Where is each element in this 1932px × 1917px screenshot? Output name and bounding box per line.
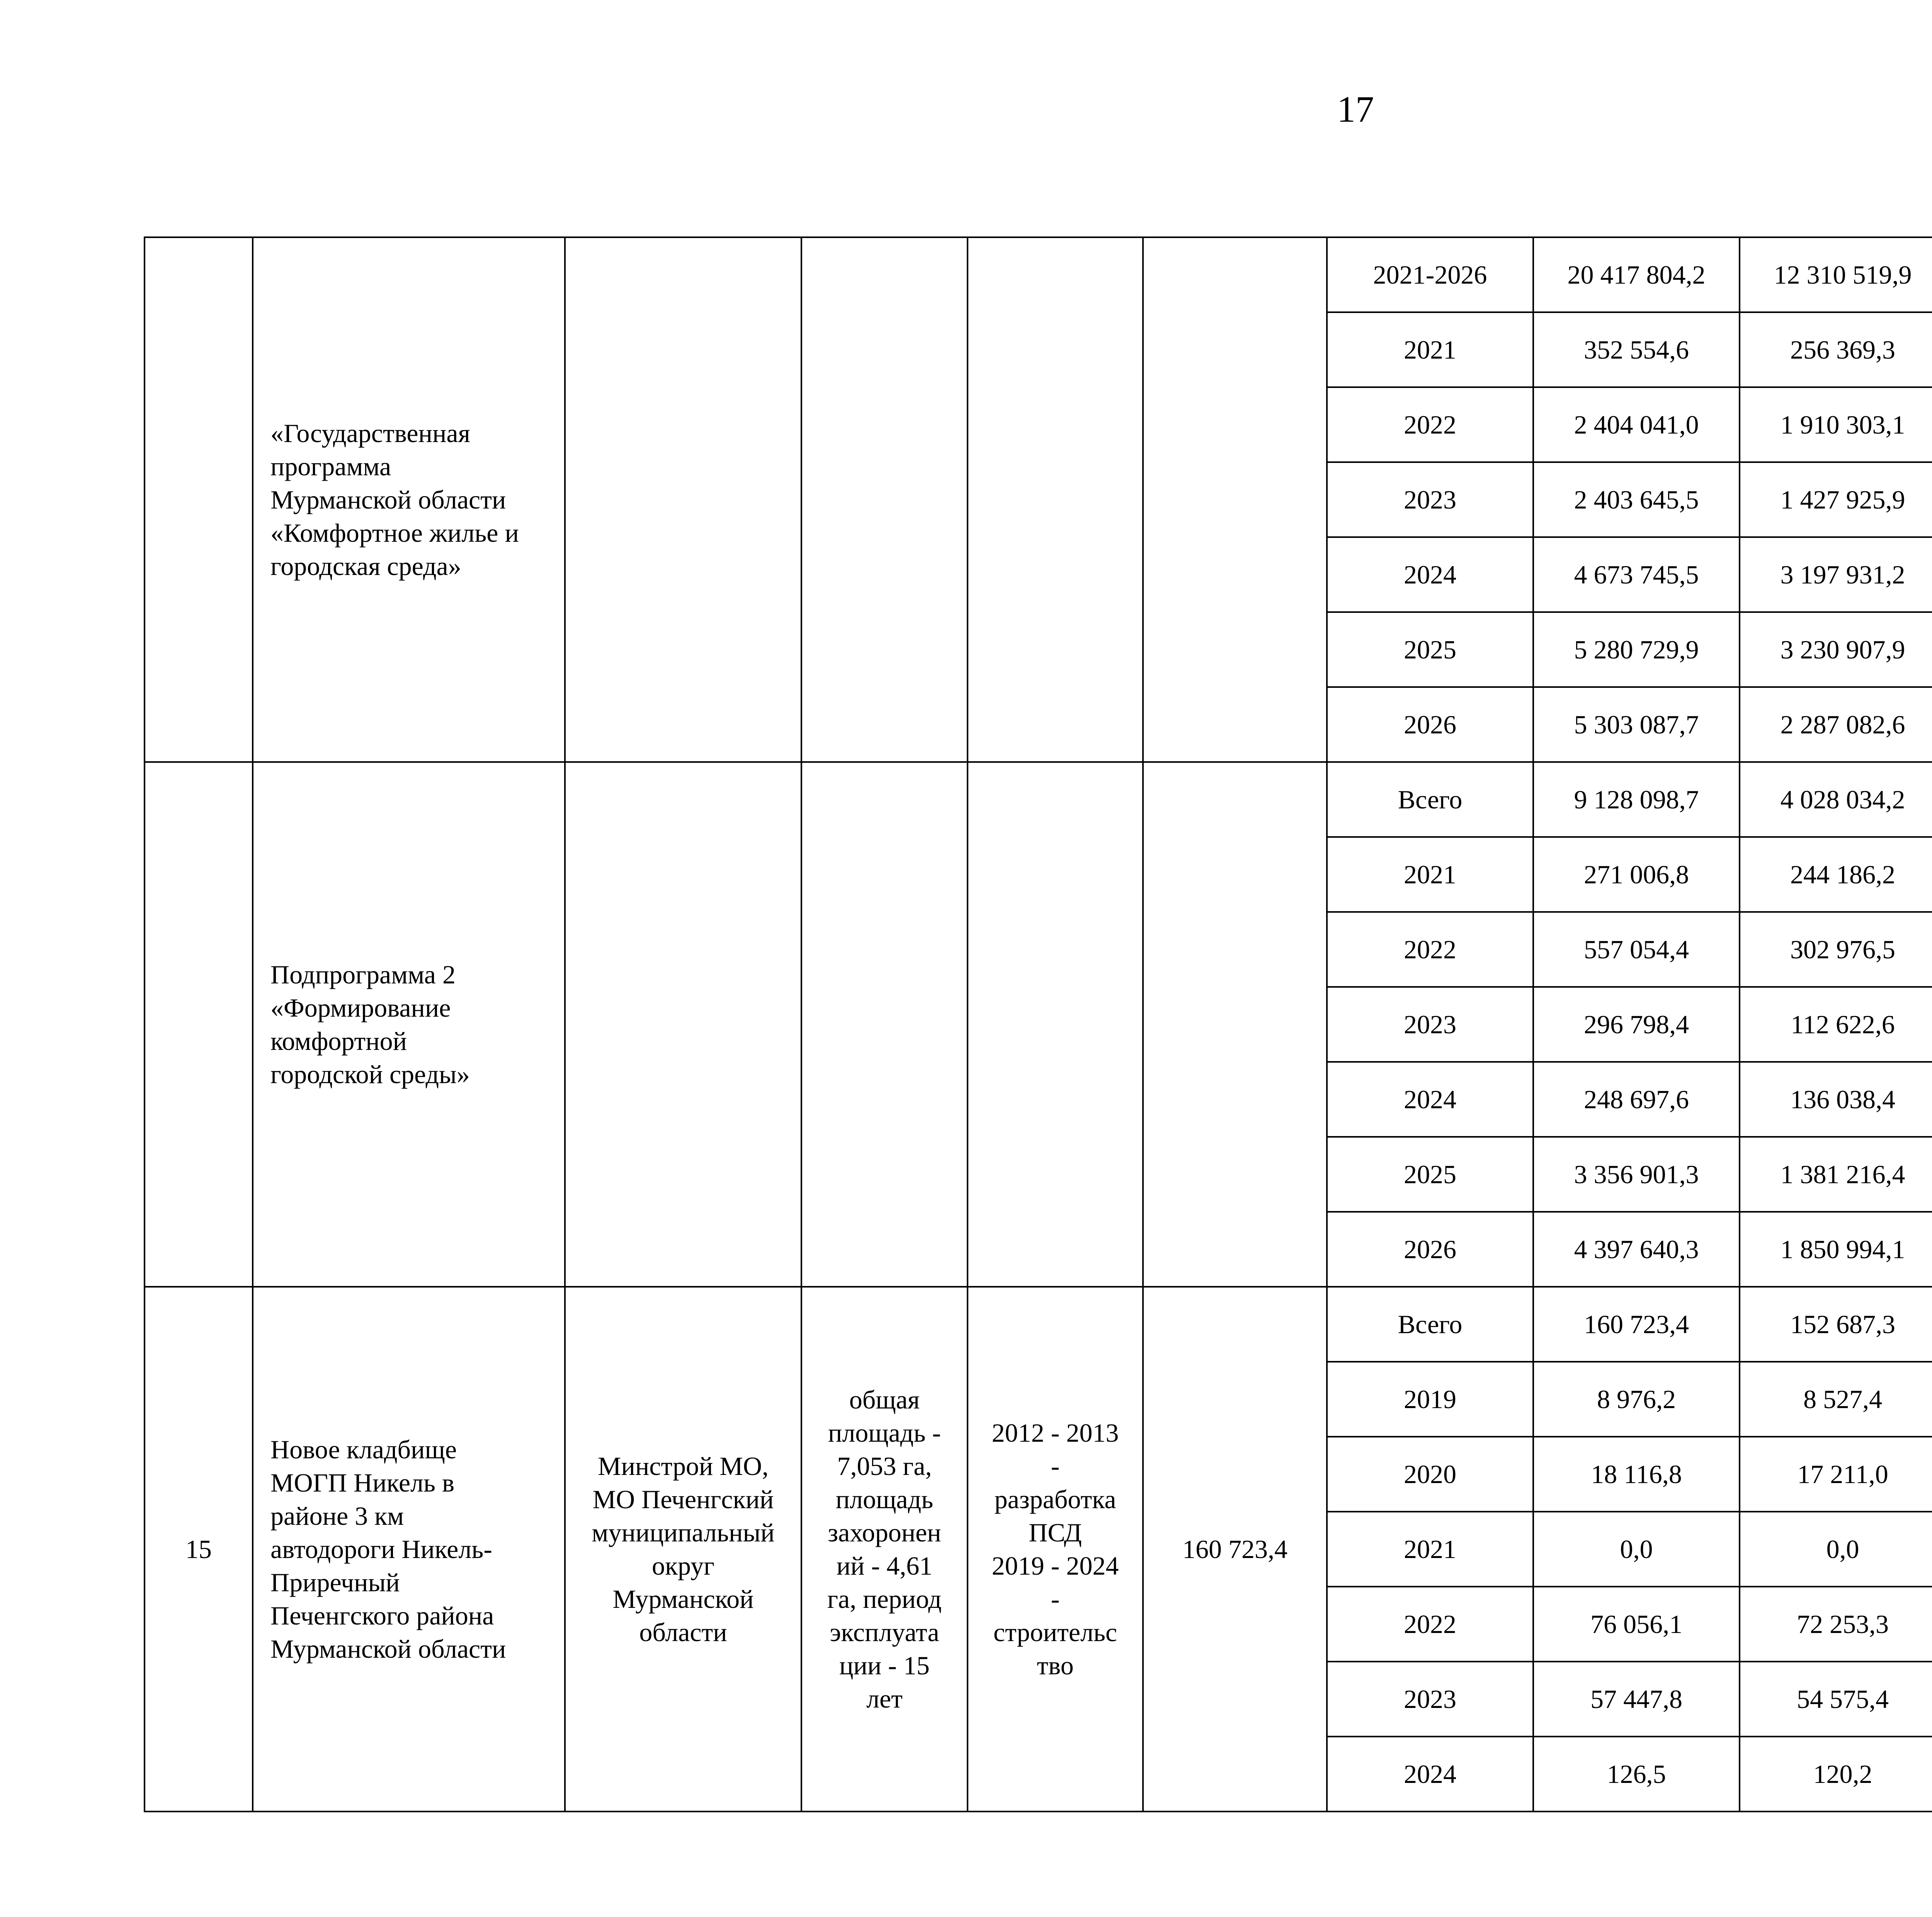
total-cell: 20 417 804,2	[1533, 237, 1740, 312]
object-name-cell: Подпрограмма 2 «Формирование комфортной городской среды»	[253, 762, 565, 1287]
total-cell: 9 128 098,7	[1533, 762, 1740, 837]
row-number-cell	[145, 237, 253, 762]
executor-cell: Минстрой МО, МО Печенгский муниципальный округ Мурманской области	[565, 1287, 801, 1812]
total-cell: 76 056,1	[1533, 1587, 1740, 1662]
period-cell	[968, 237, 1143, 762]
year-cell: 2026	[1327, 1212, 1533, 1287]
total-cell: 4 397 640,3	[1533, 1212, 1740, 1287]
year-cell: 2022	[1327, 1587, 1533, 1662]
federal-budget-cell: 120,2	[1740, 1737, 1932, 1812]
federal-budget-cell: 0,0	[1740, 1512, 1932, 1587]
federal-budget-cell: 72 253,3	[1740, 1587, 1932, 1662]
year-cell: 2025	[1327, 612, 1533, 687]
year-cell: 2024	[1327, 1062, 1533, 1137]
total-cell: 57 447,8	[1533, 1662, 1740, 1737]
capacity-cell	[801, 237, 968, 762]
year-cell: 2026	[1327, 687, 1533, 762]
capacity-cell	[801, 762, 968, 1287]
year-cell: 2020	[1327, 1437, 1533, 1512]
federal-budget-cell: 4 028 034,2	[1740, 762, 1932, 837]
estimated-cost-cell: 160 723,4	[1143, 1287, 1327, 1812]
year-cell: 2024	[1327, 1737, 1533, 1812]
total-cell: 3 356 901,3	[1533, 1137, 1740, 1212]
table-row	[145, 762, 1932, 837]
object-name-cell: Новое кладбище МОГП Никель в районе 3 км автодороги Никель- Приречный Печенгского района Мурманской области	[253, 1287, 565, 1812]
federal-budget-cell: 54 575,4	[1740, 1662, 1932, 1737]
federal-budget-cell: 17 211,0	[1740, 1437, 1932, 1512]
federal-budget-cell: 2 287 082,6	[1740, 687, 1932, 762]
total-cell: 248 697,6	[1533, 1062, 1740, 1137]
estimated-cost-cell	[1143, 762, 1327, 1287]
federal-budget-cell: 3 230 907,9	[1740, 612, 1932, 687]
year-cell: 2023	[1327, 462, 1533, 537]
capacity-cell: общая площадь - 7,053 га, площадь захоронен ий - 4,61 га, период эксплуата ции - 15 лет	[801, 1287, 968, 1812]
row-number-cell	[145, 762, 253, 1287]
total-cell: 160 723,4	[1533, 1287, 1740, 1362]
federal-budget-cell: 136 038,4	[1740, 1062, 1932, 1137]
total-cell: 5 280 729,9	[1533, 612, 1740, 687]
year-cell: 2022	[1327, 387, 1533, 462]
total-cell: 352 554,6	[1533, 312, 1740, 387]
total-cell: 18 116,8	[1533, 1437, 1740, 1512]
federal-budget-cell: 302 976,5	[1740, 912, 1932, 987]
table-body	[145, 237, 1932, 1812]
total-cell: 2 404 041,0	[1533, 387, 1740, 462]
period-cell: 2012 - 2013 - разработка ПСД 2019 - 2024 - строительс тво	[968, 1287, 1143, 1812]
federal-budget-cell: 1 910 303,1	[1740, 387, 1932, 462]
total-cell: 5 303 087,7	[1533, 687, 1740, 762]
year-cell: 2019	[1327, 1362, 1533, 1437]
total-cell: 4 673 745,5	[1533, 537, 1740, 612]
total-cell: 271 006,8	[1533, 837, 1740, 912]
table-row	[145, 1287, 1932, 1362]
period-cell	[968, 762, 1143, 1287]
year-cell: 2021	[1327, 312, 1533, 387]
executor-cell	[565, 237, 801, 762]
estimated-cost-cell	[1143, 237, 1327, 762]
federal-budget-cell: 3 197 931,2	[1740, 537, 1932, 612]
table-row	[145, 237, 1932, 312]
financing-table	[144, 236, 1932, 1812]
object-name-cell: «Государственная программа Мурманской области «Комфортное жилье и городская среда»	[253, 237, 565, 762]
year-cell: 2024	[1327, 537, 1533, 612]
total-cell: 0,0	[1533, 1512, 1740, 1587]
federal-budget-cell: 8 527,4	[1740, 1362, 1932, 1437]
federal-budget-cell: 1 427 925,9	[1740, 462, 1932, 537]
year-cell: 2021	[1327, 1512, 1533, 1587]
year-cell: 2021	[1327, 837, 1533, 912]
federal-budget-cell: 1 850 994,1	[1740, 1212, 1932, 1287]
federal-budget-cell: 244 186,2	[1740, 837, 1932, 912]
total-cell: 2 403 645,5	[1533, 462, 1740, 537]
executor-cell	[565, 762, 801, 1287]
row-number-cell: 15	[145, 1287, 253, 1812]
year-cell: 2025	[1327, 1137, 1533, 1212]
total-cell: 8 976,2	[1533, 1362, 1740, 1437]
federal-budget-cell: 12 310 519,9	[1740, 237, 1932, 312]
total-cell: 126,5	[1533, 1737, 1740, 1812]
year-cell: 2023	[1327, 1662, 1533, 1737]
federal-budget-cell: 1 381 216,4	[1740, 1137, 1932, 1212]
federal-budget-cell: 256 369,3	[1740, 312, 1932, 387]
year-cell: 2023	[1327, 987, 1533, 1062]
year-cell: 2021-2026	[1327, 237, 1533, 312]
page-number: 17	[1337, 88, 1374, 130]
year-cell: Всего	[1327, 762, 1533, 837]
federal-budget-cell: 152 687,3	[1740, 1287, 1932, 1362]
year-cell: Всего	[1327, 1287, 1533, 1362]
total-cell: 557 054,4	[1533, 912, 1740, 987]
total-cell: 296 798,4	[1533, 987, 1740, 1062]
year-cell: 2022	[1327, 912, 1533, 987]
federal-budget-cell: 112 622,6	[1740, 987, 1932, 1062]
